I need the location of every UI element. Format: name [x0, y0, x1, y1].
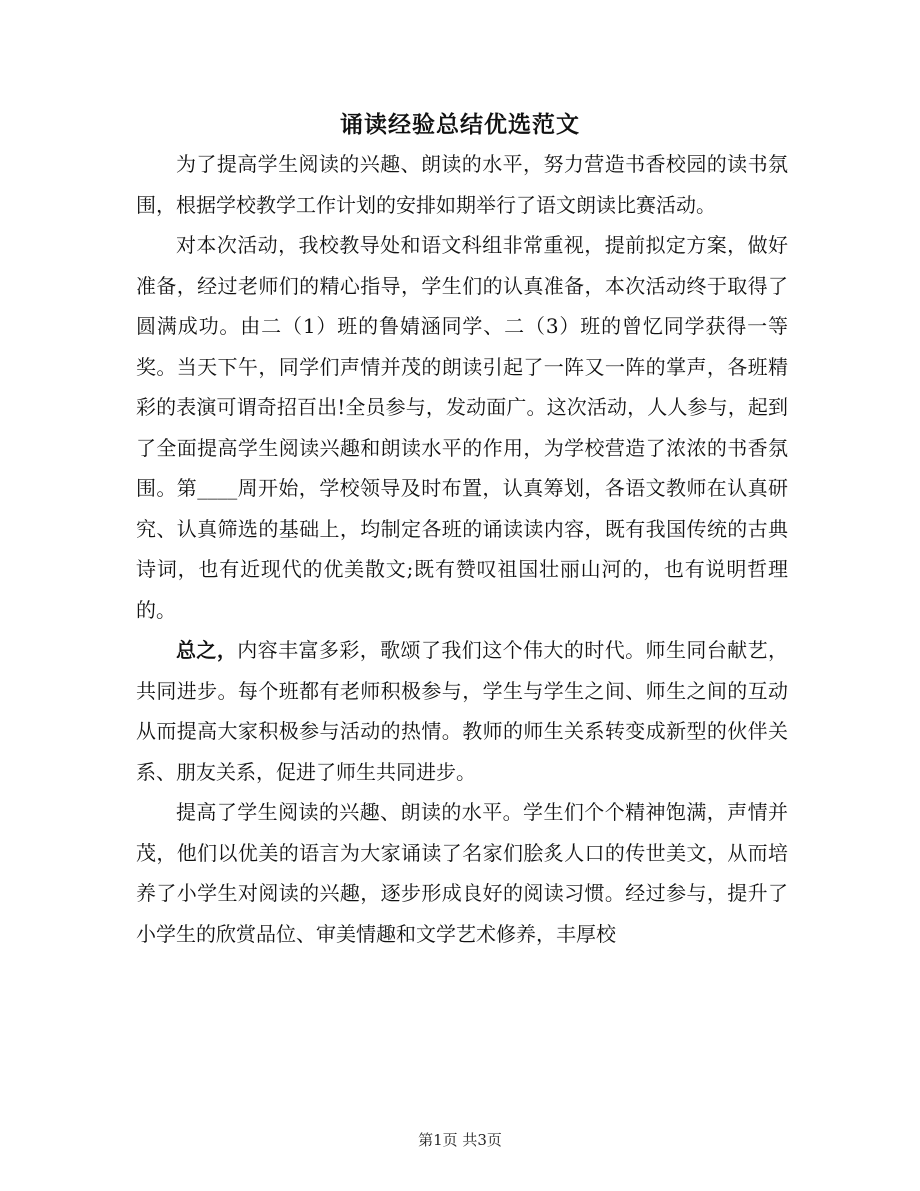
paragraph-3-text: 内容丰富多彩，歌颂了我们这个伟大的时代。师生同台献艺，共同进步。每个班都有老师积极参与，学生与学生之间、师生之间的互动从而提高大家积极参与活动的热情。教师的师生关系转变成新型的伙伴关系、朋友关系，促进了师生共同进步。: [136, 638, 789, 784]
paragraph-2-text: 对本次活动，我校教导处和语文科组非常重视，提前拟定方案，做好准备，经过老师们的精心指导，学生们的认真准备，本次活动终于取得了圆满成功。由二（1）班的鲁婧涵同学、二（3）班的曾忆同学获得一等奖。当天下午，同学们声情并茂的朗读引起了一阵又一阵的掌声，各班精彩的表演可谓奇招百出!全员参与，发动面广。这次活动，人人参与，起到了全面提高学生阅读兴趣和朗读水平的作用，为学校营造了浓浓的书香氛围。第____周开始，学校领导及时布置，认真筹划，各语文教师在认真研究、认真筛选的基础上，均制定各班的诵读读内容，既有我国传统的古典诗词，也有近现代的优美散文;既有赞叹祖国壮丽山河的，也有说明哲理的。: [136, 233, 788, 622]
document-title: 诵读经验总结优选范文: [340, 111, 580, 138]
paragraph-3: [136, 630, 788, 792]
paragraph-4-text: 提高了学生阅读的兴趣、朗读的水平。学生们个个精神饱满，声情并茂，他们以优美的语言为大家诵读了名家们脍炙人口的传世美文，从而培养了小学生对阅读的兴趣，逐步形成良好的阅读习惯。经过参与，提升了小学生的欣赏品位、审美情趣和文学艺术修养，丰厚校: [136, 800, 788, 946]
paragraph-1-text: 为了提高学生阅读的兴趣、朗读的水平，努力营造书香校园的读书氛围，根据学校教学工作计划的安排如期举行了语文朗读比赛活动。: [136, 152, 788, 217]
paragraph-4: [136, 792, 788, 954]
paragraph-2: [136, 225, 788, 630]
document-body: [136, 144, 788, 954]
paragraph-3-lead: 总之，: [176, 638, 238, 662]
page-number: 第1页 共3页: [418, 1131, 502, 1149]
paragraph-1: [136, 144, 788, 225]
